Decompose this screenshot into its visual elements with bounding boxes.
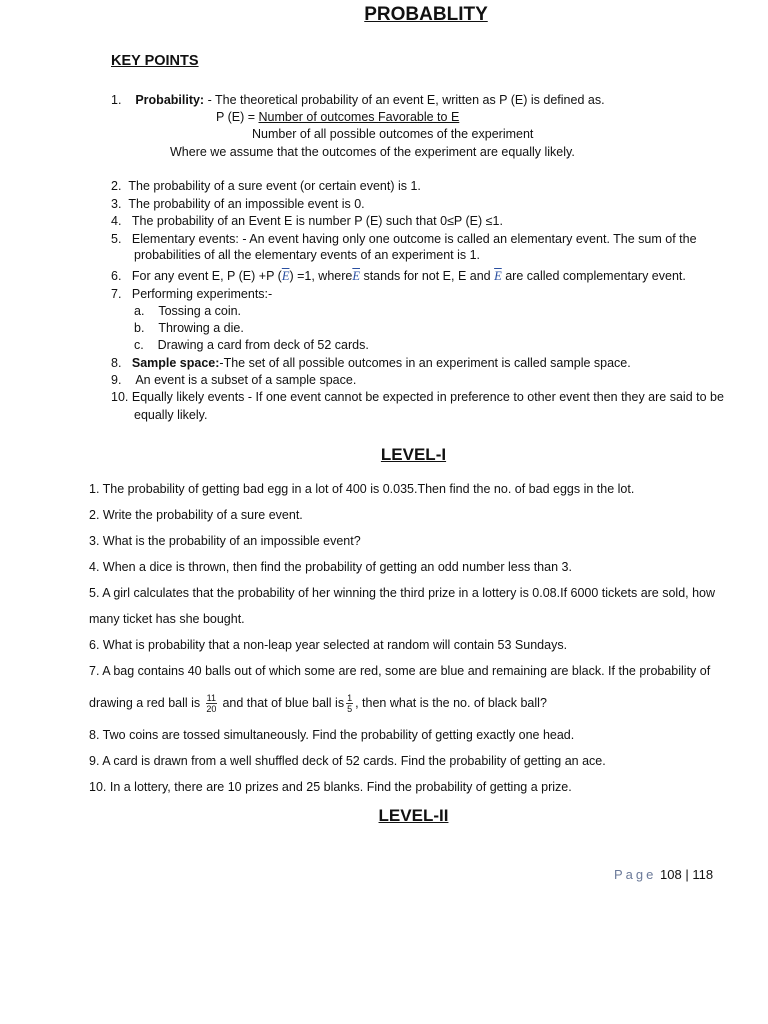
- level-1-question-5: 5. A girl calculates that the probability of her winning the third prize in a lottery is 0.08.If 6000 tickets are sold, how: [89, 586, 716, 600]
- key-point-7b: b. Throwing a die.: [134, 321, 244, 335]
- page-label: Page: [614, 867, 657, 882]
- key-point-7: 7. Performing experiments:-: [111, 287, 273, 301]
- key-point-7a: a. Tossing a coin.: [134, 304, 242, 318]
- fraction-blue: $\frac{1}{5}$: [347, 693, 353, 715]
- key-point-8: 8. Sample space:-The set of all possible outcomes in an experiment is called sample space.: [111, 356, 631, 370]
- key-point-2: 2. The probability of a sure event (or certain event) is 1.: [111, 179, 421, 193]
- key-point-10: 10. Equally likely events - If one event cannot be expected in preference to other event then they are said to be: [111, 390, 724, 404]
- probability-assumption: Where we assume that the outcomes of the experiment are equally likely.: [170, 145, 575, 159]
- level-1-question-8: 8. Two coins are tossed simultaneously. Find the probability of getting exactly one head.: [89, 728, 575, 742]
- level-1-question-4: 4. When a dice is thrown, then find the probability of getting an odd number less than 3.: [89, 560, 572, 574]
- fraction-red: $\frac{11}{20}$: [206, 693, 217, 715]
- key-point-1-term: Probability:: [135, 93, 205, 107]
- current-page: 108: [660, 867, 682, 882]
- e-bar-symbol: $\overline{E}$: [352, 269, 360, 283]
- total-pages: 118: [692, 867, 714, 882]
- level-1-question-9: 9. A card is drawn from a well shuffled deck of 52 cards. Find the probability of getting an ace.: [89, 754, 606, 768]
- page-separator: |: [685, 867, 689, 882]
- level-1-question-5-continued: many ticket has she bought.: [89, 612, 245, 626]
- key-point-7c: c. Drawing a card from deck of 52 cards.: [134, 338, 369, 352]
- level-1-question-7-continued: drawing a red ball is $\frac{11}{20}$ and that of blue ball is $\frac{1}{5}$ , then what is the no. of black ball?: [89, 693, 547, 715]
- probability-formula-denominator: Number of all possible outcomes of the experiment: [252, 127, 534, 141]
- key-point-5: 5. Elementary events: - An event having only one outcome is called an elementary event. The sum of the: [111, 232, 697, 246]
- page-number-footer: [614, 867, 713, 882]
- key-points-heading: KEY POINTS: [111, 53, 199, 69]
- level-2-heading: LEVEL-II: [378, 806, 449, 825]
- key-point-9: 9. An event is a subset of a sample space.: [111, 373, 357, 387]
- level-1-question-1: 1. The probability of getting bad egg in a lot of 400 is 0.035.Then find the no. of bad eggs in the lot.: [89, 482, 635, 496]
- key-point-5-continued: probabilities of all the elementary events of an experiment is 1.: [134, 248, 481, 262]
- key-point-1: 1. Probability: - The theoretical probability of an event E, written as P (E) is defined as.: [111, 93, 605, 107]
- key-point-4: 4. The probability of an Event E is number P (E) such that 0≤P (E) ≤1.: [111, 214, 503, 228]
- key-point-6: 6. For any event E, P (E) +P $(\overline{E}) =1$, $where\overline{E}$ stands for not E, E and $\overline{E}$ are called complementary event.: [111, 269, 686, 283]
- level-1-question-7: 7. A bag contains 40 balls out of which some are red, some are blue and remaining are black. If the probability of: [89, 664, 711, 678]
- probability-formula-numerator: P (E) = Number of outcomes Favorable to E: [216, 110, 460, 124]
- level-1-question-10: 10. In a lottery, there are 10 prizes and 25 blanks. Find the probability of getting a prize.: [89, 780, 572, 794]
- e-bar-symbol: $\overline{E}$: [494, 269, 502, 283]
- key-point-10-continued: equally likely.: [134, 408, 208, 422]
- level-1-question-6: 6. What is probability that a non-leap year selected at random will contain 53 Sundays.: [89, 638, 568, 652]
- level-1-question-2: 2. Write the probability of a sure event.: [89, 508, 303, 522]
- key-point-3: 3. The probability of an impossible event is 0.: [111, 197, 365, 211]
- level-1-question-3: 3. What is the probability of an impossible event?: [89, 534, 361, 548]
- e-bar-symbol: $\overline{E}$: [281, 269, 290, 283]
- page-title: PROBABLITY: [364, 4, 488, 25]
- level-1-heading: LEVEL-I: [380, 445, 447, 464]
